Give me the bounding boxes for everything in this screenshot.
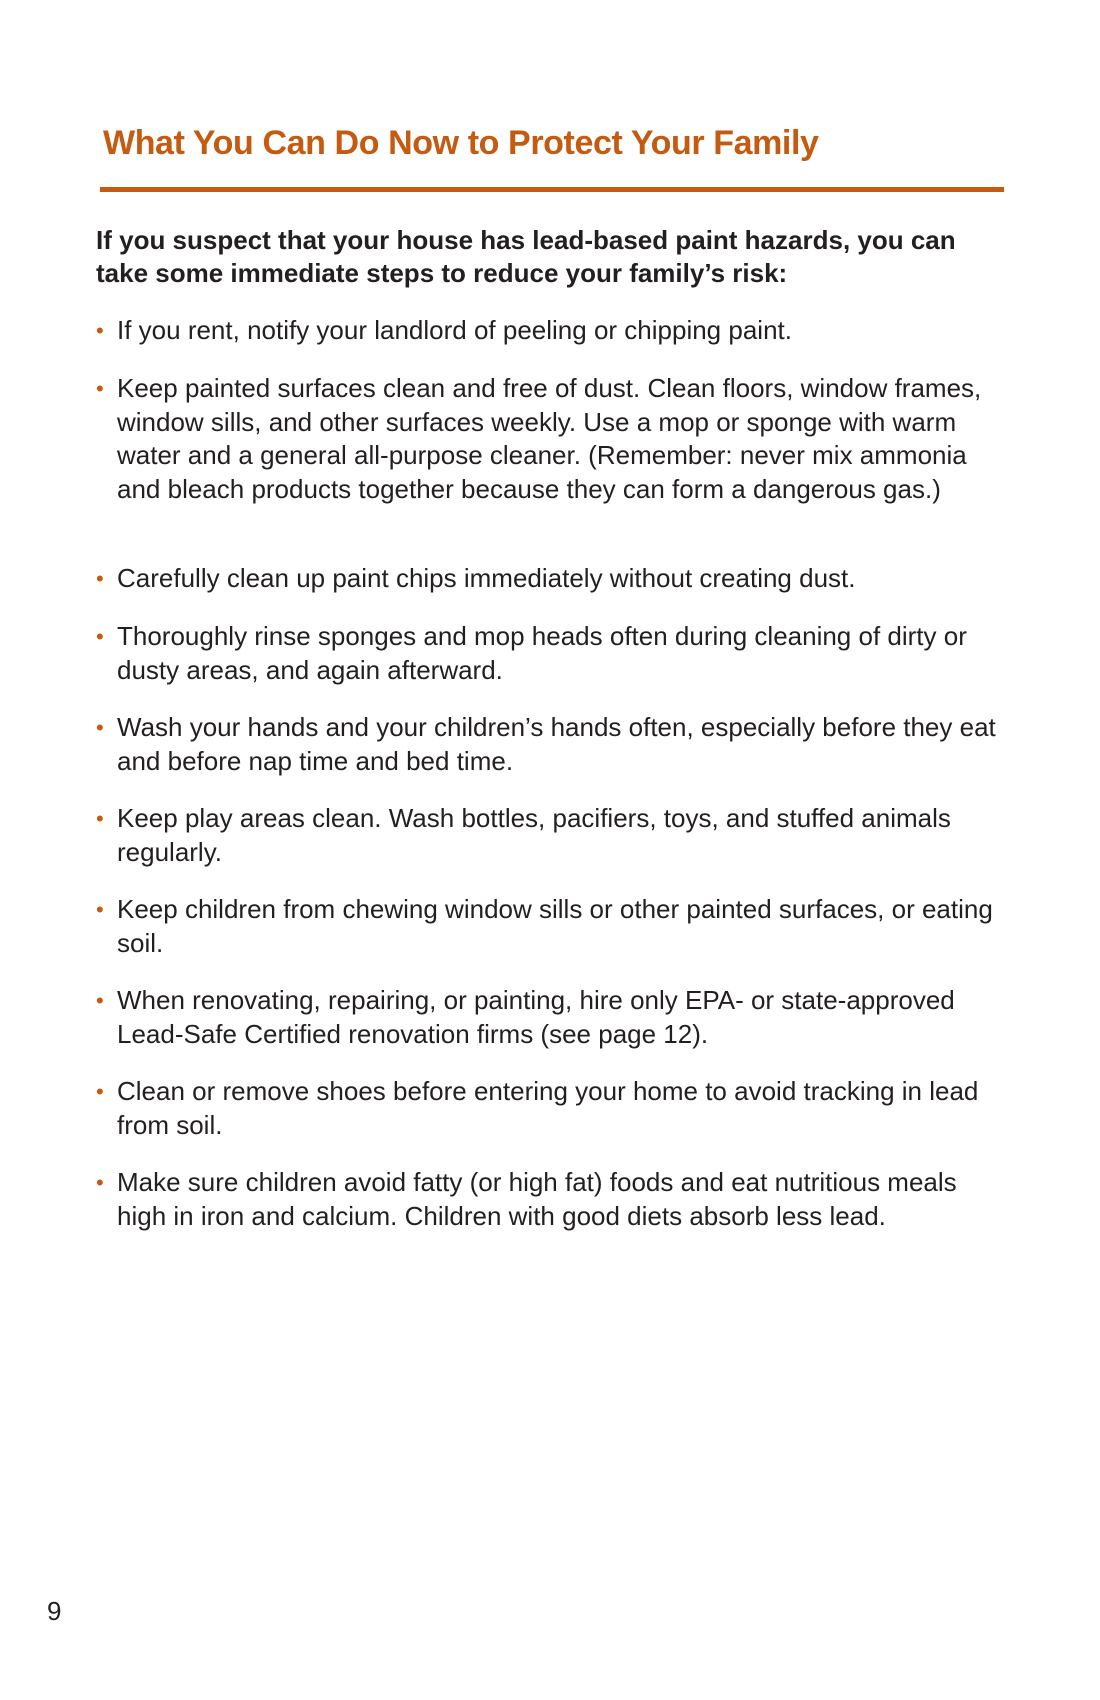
bullet-icon: • (96, 988, 104, 1013)
list-item (96, 314, 1006, 348)
list-item (96, 802, 1006, 869)
list-item (96, 1075, 1006, 1142)
list-item (96, 893, 1006, 960)
intro-paragraph: If you suspect that your house has lead-based paint hazards, you can take some immediate steps to reduce your family’s risk: (96, 225, 956, 288)
bullet-icon: • (96, 318, 104, 343)
bullet-icon: • (96, 1170, 104, 1195)
list-item-text: Keep painted surfaces clean and free of dust. Clean floors, window frames, window sills, and other surfaces weekly. Use a mop or sponge with warm water and a general all-purpose cleaner. (Remember: never mix ammonia and bleach products together because they can form a dangerous gas.) (117, 373, 982, 504)
bullet-icon: • (96, 897, 104, 922)
bullet-icon: • (96, 566, 104, 591)
list-item-text: Make sure children avoid fatty (or high fat) foods and eat nutritious meals high in iron and calcium. Children with good diets absorb less lead. (117, 1167, 957, 1231)
title-divider (100, 187, 1004, 192)
list-item (96, 620, 1006, 687)
list-item-text: Keep children from chewing window sills or other painted surfaces, or eating soil. (117, 894, 993, 958)
list-item-text: Wash your hands and your children’s hands often, especially before they eat and before nap time and bed time. (117, 712, 996, 776)
list-item (96, 372, 1006, 506)
list-item (96, 711, 1006, 778)
bullet-icon: • (96, 715, 104, 740)
list-item (96, 984, 1006, 1051)
list-item-text: Thoroughly rinse sponges and mop heads often during cleaning of dirty or dusty areas, and again afterward. (117, 621, 967, 685)
page-number: 9 (47, 1596, 62, 1626)
list-item-text: Clean or remove shoes before entering your home to avoid tracking in lead from soil. (117, 1076, 979, 1140)
page-title: What You Can Do Now to Protect Your Family (103, 124, 819, 162)
list-item (96, 1166, 1006, 1233)
bullet-icon: • (96, 624, 104, 649)
list-item-text: Carefully clean up paint chips immediately without creating dust. (117, 563, 856, 593)
bullet-icon: • (96, 806, 104, 831)
list-item-text: If you rent, notify your landlord of peeling or chipping paint. (117, 315, 792, 345)
list-item (96, 562, 1006, 596)
list-item-text: Keep play areas clean. Wash bottles, pacifiers, toys, and stuffed animals regularly. (117, 803, 951, 867)
list-item-text: When renovating, repairing, or painting, hire only EPA- or state-approved Lead-Safe Certified renovation firms (see page 12). (117, 985, 955, 1049)
bullet-icon: • (96, 376, 104, 401)
bullet-icon: • (96, 1079, 104, 1104)
